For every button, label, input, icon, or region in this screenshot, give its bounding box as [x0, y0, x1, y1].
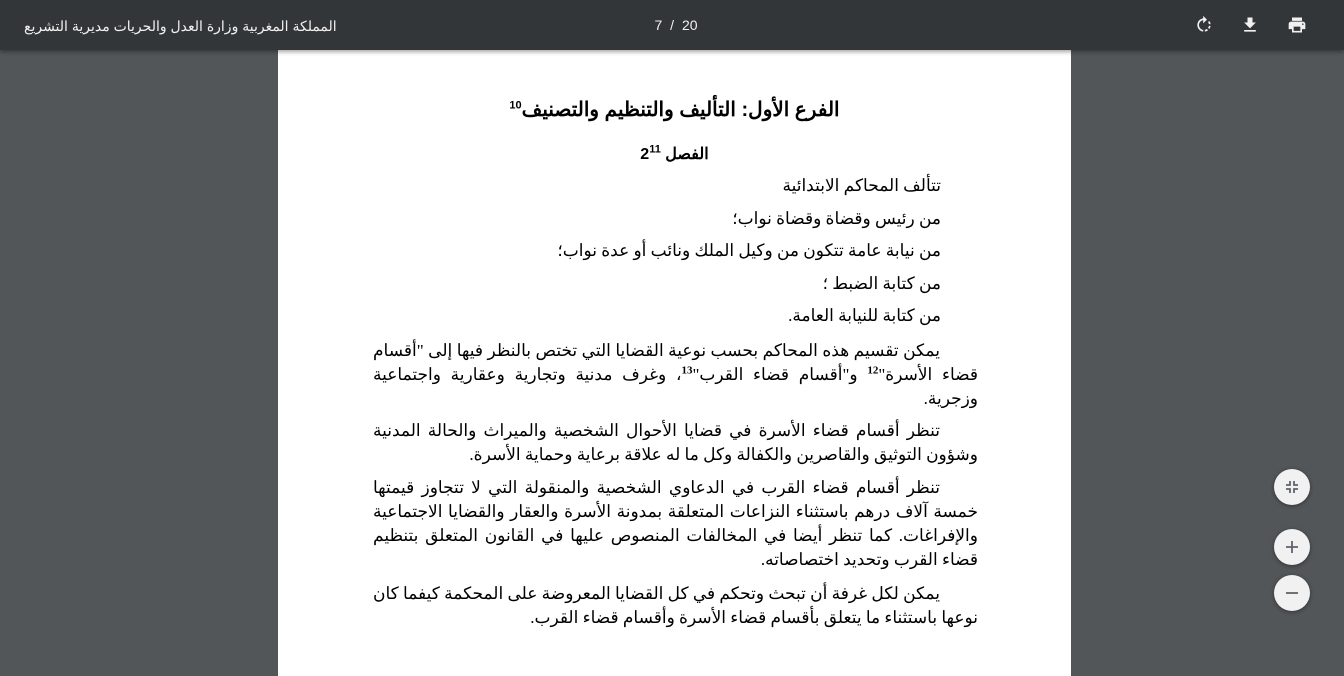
fit-to-page-button[interactable]: [1274, 469, 1310, 505]
paragraph-text: ، وغرف مدنية وتجارية وعقارية واجتماعية وزجرية.: [373, 365, 978, 408]
footnote-ref[interactable]: 10: [509, 99, 522, 112]
zoom-out-icon: [1284, 585, 1300, 601]
text-line: من نيابة عامة تتكون من وكيل الملك ونائب أو عدة نواب؛: [557, 241, 941, 260]
download-button[interactable]: [1234, 9, 1266, 41]
total-pages: 20: [681, 17, 698, 33]
footnote-ref[interactable]: 11: [649, 143, 661, 156]
fit-to-page-icon: [1284, 479, 1300, 495]
zoom-out-button[interactable]: [1274, 575, 1310, 611]
print-button[interactable]: [1281, 9, 1313, 41]
paragraph-text: يمكن تقسيم هذه المحاكم بحسب نوعية القضايا التي تختص بالنظر فيها إلى "أقسام قضاء الأسرة": [373, 341, 978, 384]
paragraph: تنظر أقسام قضاء الأسرة في قضايا الأحوال الشخصية والميراث والحالة المدنية وشؤون التوثيق والقاصرين والكفالة وكل ما له علاقة برعاية وحماية الأسرة.: [373, 421, 978, 464]
section-heading: [278, 97, 1071, 122]
print-icon: [1287, 15, 1307, 35]
chapter-heading-text: الفصل 2: [640, 146, 709, 163]
page-counter: [600, 0, 752, 50]
zoom-in-button[interactable]: [1274, 529, 1310, 565]
paragraph: يمكن لكل غرفة أن تبحث وتحكم في كل القضايا المعروضة على المحكمة كيفما كان نوعها باستثناء ما يتعلق بأقسام قضاء الأسرة وأقسام قضاء القرب.: [373, 584, 978, 627]
paragraph-text: و"أقسام قضاء القرب": [692, 365, 868, 384]
rotate-button[interactable]: [1188, 9, 1220, 41]
current-page-number[interactable]: 7: [654, 17, 663, 33]
page-separator: /: [670, 17, 675, 33]
rotate-icon: [1194, 15, 1214, 35]
paragraph: تنظر أقسام قضاء القرب في الدعاوي الشخصية والمنقولة التي لا تتجاوز قيمتها خمسة آلاف درهم باستثناء النزاعات المتعلقة بمدونة الأسرة والعقار والقضايا الاجتماعية والإفراغات. كما تنظر أيضا في المخالفات المنصوص عليها في القانون المتعلق بتنظيم قضاء القرب وتحديد اختصاصاته.: [373, 478, 978, 569]
pdf-toolbar: [0, 0, 1344, 50]
section-heading-text: الفرع الأول: التأليف والتنظيم والتصنيف: [521, 99, 840, 121]
zoom-in-icon: [1284, 539, 1300, 555]
pdf-page: [278, 36, 1071, 676]
paragraph: [373, 339, 978, 411]
chapter-heading: [278, 144, 1071, 164]
text-line: من كتابة الضبط ؛: [822, 274, 941, 293]
document-title: المملكة المغربية وزارة العدل والحريات مديرية التشريع: [24, 18, 337, 34]
footnote-ref[interactable]: 13: [681, 364, 693, 377]
text-line: تتألف المحاكم الابتدائية: [782, 176, 941, 195]
text-line: من كتابة للنيابة العامة.: [788, 306, 941, 325]
text-line: من رئيس وقضاة وقضاة نواب؛: [732, 209, 941, 228]
footnote-ref[interactable]: 12: [867, 364, 879, 377]
download-icon: [1240, 15, 1260, 35]
